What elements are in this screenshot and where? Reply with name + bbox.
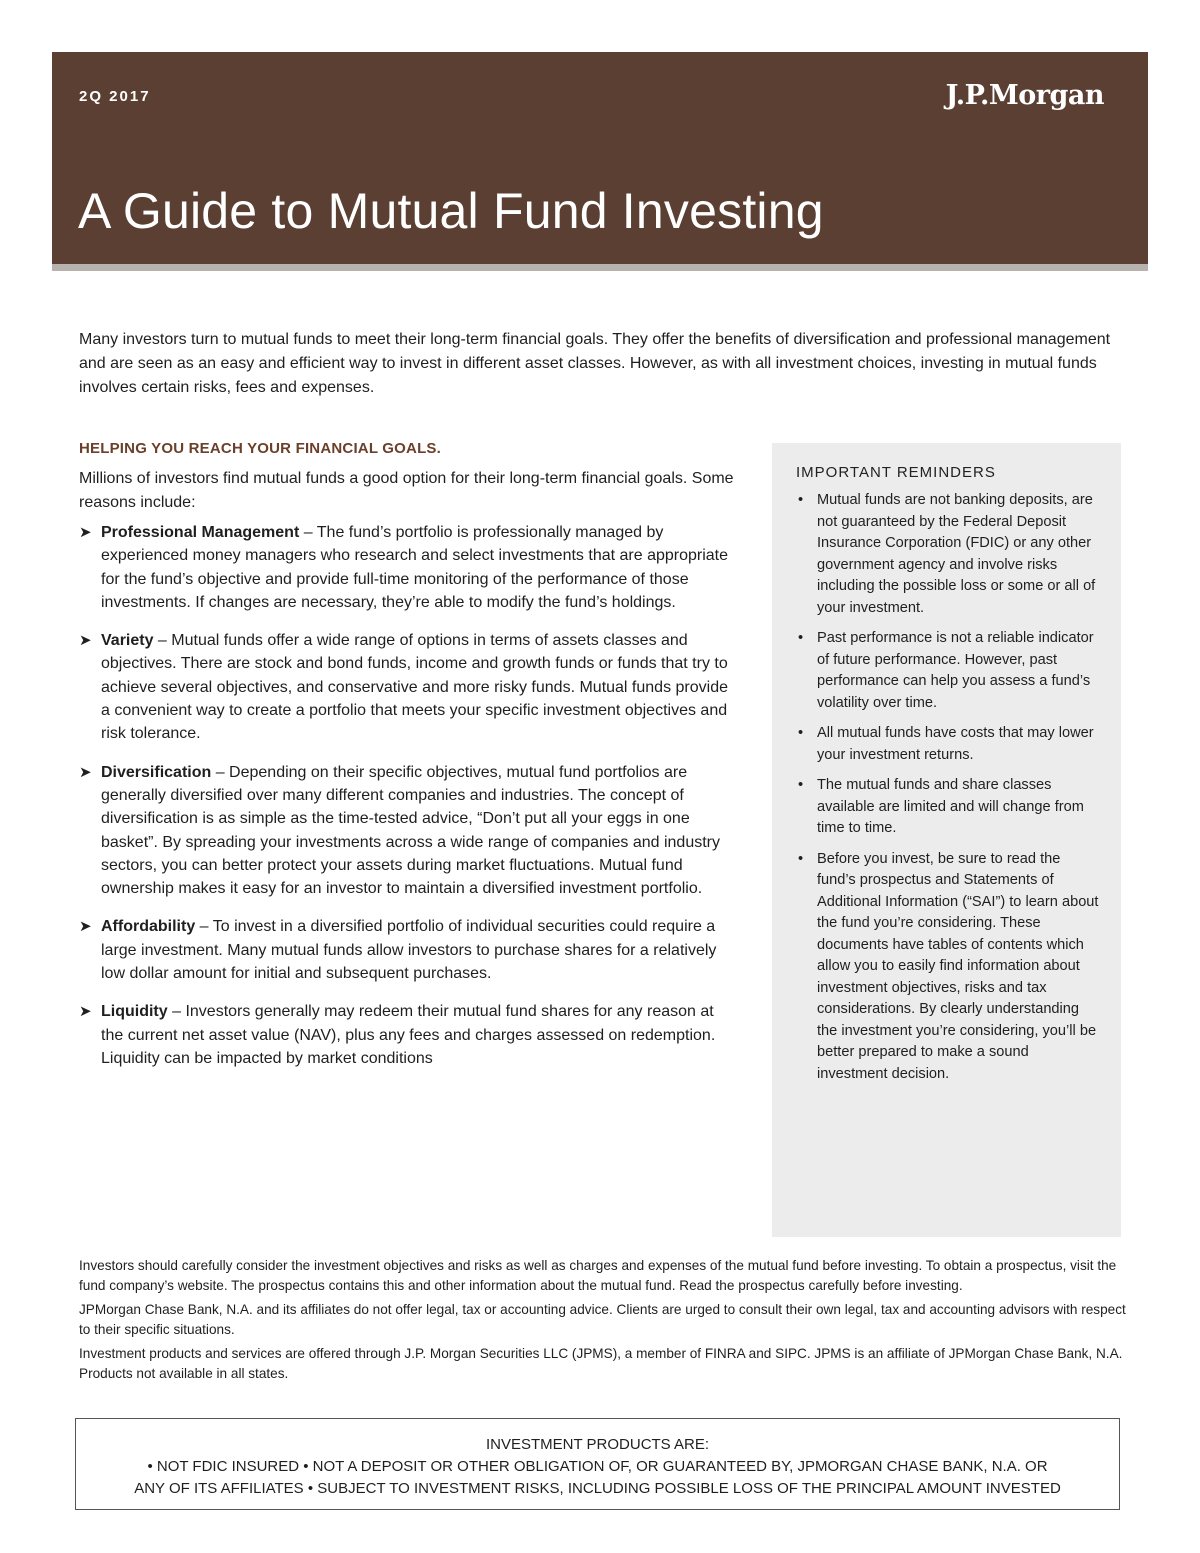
reminders-list [796,490,1101,1085]
notice-line: • NOT FDIC INSURED • NOT A DEPOSIT OR OTHER OBLIGATION OF, OR GUARANTEED BY, JPMORGAN CHASE BANK, N.A. OR [147,1458,1048,1475]
arrow-bullet-icon: ➤ [79,632,92,650]
lead-paragraph: Millions of investors find mutual funds a good option for their long-term financial goals. Some reasons include: [79,470,734,511]
reasons-list [79,521,739,1070]
bullet-dot-icon: • [798,492,804,508]
disclaimer-paragraph: Investors should carefully consider the investment objectives and risks as well as charges and expenses of the mutual fund before investing. To obtain a prospectus, visit the fund company’s website. The prospectus contains this and other information about the mutual fund. Read the prospectus carefully before investing. [79,1258,1117,1293]
list-item [796,849,1101,1086]
bullet-term: Professional Management [101,524,300,541]
bullet-text: – To invest in a diversified portfolio of individual securities could require a large investment. Many mutual funds allow investors to purchase shares for a relatively low dollar amount for initial and subsequent purchases. [101,918,717,983]
list-item [79,915,739,985]
period-label: 2Q 2017 [79,88,151,105]
reminder-text: All mutual funds have costs that may lower your investment returns. [817,725,1094,763]
bullet-dot-icon: • [798,850,804,867]
bullet-dot-icon: • [798,725,804,741]
brand-logo: J.P.Morgan [945,80,1104,111]
reminder-text: The mutual funds and share classes available are limited and will change from time to time. [817,777,1084,836]
arrow-bullet-icon: ➤ [79,763,92,781]
bullet-dot-icon: • [798,777,804,793]
bullet-text: – Mutual funds offer a wide range of options in terms of assets classes and objectives. There are stock and bond funds, income and growth funds or funds that try to achieve several objectives, and conservative and more risky funds. Mutual funds provide a convenient way to create a portfolio that meets your specific investment objectives and risk tolerance. [101,632,728,743]
notice-line: ANY OF ITS AFFILIATES • SUBJECT TO INVESTMENT RISKS, INCLUDING POSSIBLE LOSS OF THE PRINCIPAL AMOUNT INVESTED [134,1480,1061,1497]
list-item [79,521,739,614]
reminder-text: Mutual funds are not banking deposits, are not guaranteed by the Federal Deposit Insurance Corporation (FDIC) or any other government agency and involve risks including the possible loss or some or all of your investment. [817,492,1096,616]
intro-paragraph: Many investors turn to mutual funds to meet their long-term financial goals. They offer the benefits of diversification and professional management and are seen as an easy and efficient way to invest in different asset classes. However, as with all investment choices, investing in mutual funds involves certain risks, fees and expenses. [79,331,1111,396]
list-item [796,490,1101,619]
list-item [796,628,1101,714]
page-title: A Guide to Mutual Fund Investing [78,183,824,239]
section-heading: HELPING YOU REACH YOUR FINANCIAL GOALS. [79,440,441,457]
list-item [796,775,1101,840]
disclaimer-paragraph: Investment products and services are offered through J.P. Morgan Securities LLC (JPMS), a member of FINRA and SIPC. JPMS is an affiliate of JPMorgan Chase Bank, N.A. Products not available in all states. [79,1346,1123,1381]
list-item [796,723,1101,766]
list-item [79,629,739,745]
sidebar-heading: IMPORTANT REMINDERS [796,464,996,481]
disclaimer-block [79,1256,1129,1388]
bullet-term: Affordability [101,918,196,936]
header-divider [52,264,1148,271]
bullet-term: Liquidity [101,1003,168,1021]
notice-heading: INVESTMENT PRODUCTS ARE: [485,1436,710,1453]
bullet-text: – Depending on their specific objectives, mutual fund portfolios are generally diversified over many different companies and industries. The concept of diversification is as simple as the time-tested advice, “Don’t put all your eggs in one basket”. By spreading your investments across a wide range of companies and industry sectors, you can better protect your assets during market fluctuations. Mutual fund ownership makes it easy for an investor to maintain a diversified investment portfolio. [101,763,720,898]
bullet-term: Diversification [101,763,212,781]
reminder-text: Past performance is not a reliable indicator of future performance. However, past performance can help you assess a fund’s volatility over time. [817,630,1094,711]
bullet-text: – Investors generally may redeem their mutual fund shares for any reason at the current net asset value (NAV), plus any fees and charges assessed on redemption. Liquidity can be impacted by market conditions [101,1003,716,1067]
reminder-text: Before you invest, be sure to read the fund’s prospectus and Statements of Additional Information (“SAI”) to learn about the fund you’re considering. These documents have tables of contents which allow you to easily find information about investment objectives, risks and tax considerations. By clearly understanding the investment you’re considering, you’ll be better prepared to make a sound investment decision. [817,850,1099,1082]
bullet-term: Variety [101,632,154,650]
header-banner [52,52,1148,264]
list-item [79,1000,739,1070]
arrow-bullet-icon: ➤ [79,918,92,936]
disclaimer-paragraph: JPMorgan Chase Bank, N.A. and its affiliates do not offer legal, tax or accounting advice. Clients are urged to consult their own legal, tax and accounting advisors with respect to their specific situations. [79,1302,1126,1337]
main-column [79,440,739,1085]
important-reminders-box [772,443,1121,1237]
investment-products-notice [75,1418,1120,1510]
list-item [79,761,739,901]
arrow-bullet-icon: ➤ [79,524,92,541]
bullet-dot-icon: • [798,630,804,646]
arrow-bullet-icon: ➤ [79,1003,92,1021]
bullet-text: – The fund’s portfolio is professionally managed by experienced money managers who research and select investments that are appropriate for the fund’s objective and provide full-time monitoring of the performance of those investments. If changes are necessary, they’re able to modify the fund’s holdings. [101,524,729,611]
